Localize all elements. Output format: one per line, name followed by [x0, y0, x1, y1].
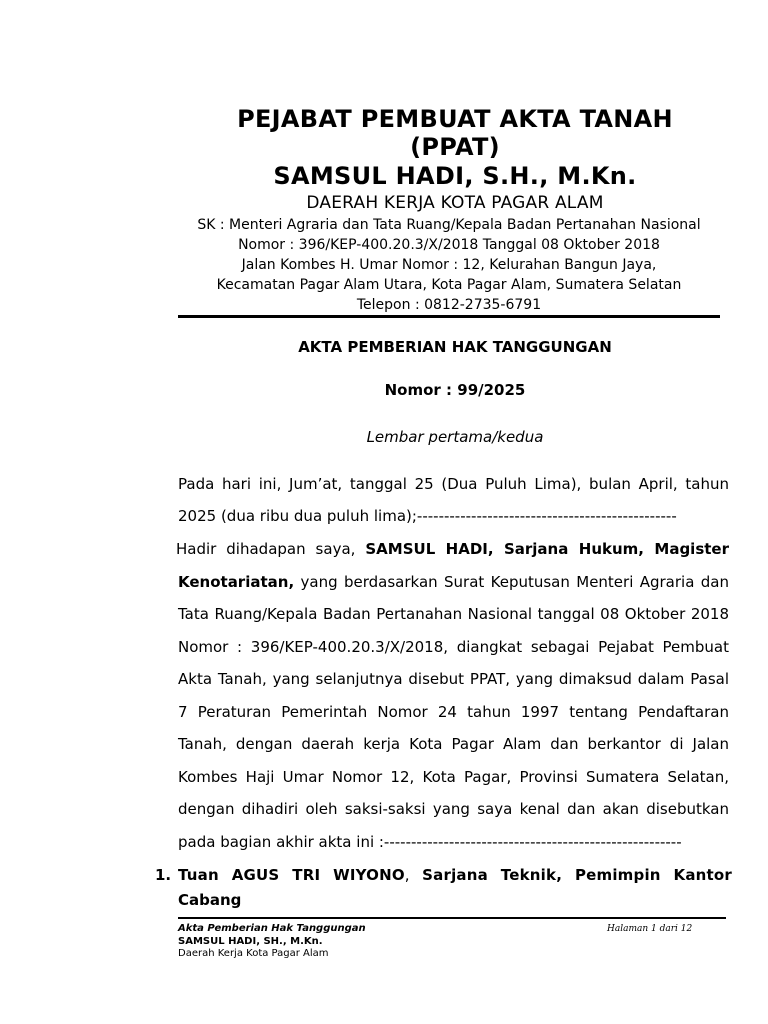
paragraph-line-4: Nomor : 396/KEP-400.20.3/X/2018, diangkat sebagai Pejabat Pembuat	[178, 638, 729, 656]
list-item-1-line-1	[178, 859, 732, 892]
header-divider	[178, 315, 720, 318]
header-phone: Telepon : 0812-2735-6791	[356, 297, 542, 313]
header-title: PEJABAT PEMBUAT AKTA TANAH	[237, 105, 673, 133]
paragraph-date-line-2: 2025 (dua ribu dua puluh lima);------------------------------------------------	[178, 507, 677, 525]
paragraph-line-5: Akta Tanah, yang selanjutnya disebut PPAT, yang dimaksud dalam Pasal	[178, 670, 729, 688]
paragraph-line-8: Kombes Haji Umar Nomor 12, Kota Pagar, Provinsi Sumatera Selatan,	[178, 768, 729, 786]
paragraph-date-line-1: Pada hari ini, Jum’at, tanggal 25 (Dua Puluh Lima), bulan April, tahun	[178, 475, 729, 493]
paragraph-line-6: 7 Peraturan Pemerintah Nomor 24 tahun 1997 tentang Pendaftaran	[178, 703, 729, 721]
footer-page-number: Halaman 1 dari 12	[607, 924, 693, 934]
list-item-1-line-2: Cabang	[178, 891, 242, 909]
footer-deed-title: Akta Pemberian Hak Tanggungan	[178, 923, 366, 934]
party-name: Tuan AGUS TRI WIYONO	[178, 866, 405, 884]
paragraph-line-3: Tata Ruang/Kepala Badan Pertanahan Nasional tanggal 08 Oktober 2018	[178, 605, 729, 623]
paragraph-presence-line-2	[178, 566, 729, 599]
party-title: Sarjana Teknik, Pemimpin Kantor	[422, 866, 733, 884]
presence-text: yang berdasarkan Surat Keputusan Menteri Agraria dan	[300, 573, 729, 591]
footer-region: Daerah Kerja Kota Pagar Alam	[178, 948, 329, 959]
header-name: SAMSUL HADI, S.H., M.Kn.	[273, 162, 637, 190]
footer-divider	[178, 917, 726, 919]
footer-ppat-name: SAMSUL HADI, SH., M.Kn.	[178, 936, 323, 947]
paragraph-line-9: dengan dihadiri oleh saksi-saksi yang saya kenal dan akan disebutkan	[178, 800, 729, 818]
list-item-number: 1.	[155, 866, 172, 884]
paragraph-line-10: pada bagian akhir akta ini :-------------------------------------------------------	[178, 833, 682, 851]
header-region: DAERAH KERJA KOTA PAGAR ALAM	[306, 193, 604, 213]
header-sk-number: Nomor : 396/KEP-400.20.3/X/2018 Tanggal 08 Oktober 2018	[238, 237, 660, 253]
paragraph-line-7: Tanah, dengan daerah kerja Kota Pagar Alam dan berkantor di Jalan	[178, 735, 729, 753]
deed-sheet: Lembar pertama/kedua	[366, 428, 544, 446]
paragraph-presence-line-1	[176, 533, 729, 566]
ppat-degree: Kenotariatan,	[178, 573, 295, 591]
presence-intro: Hadir dihadapan saya,	[176, 540, 356, 558]
deed-title: AKTA PEMBERIAN HAK TANGGUNGAN	[298, 338, 612, 356]
header-address-1: Jalan Kombes H. Umar Nomor : 12, Kelurahan Bangun Jaya,	[241, 257, 657, 273]
header-subtitle: (PPAT)	[410, 133, 500, 161]
deed-number: Nomor : 99/2025	[384, 381, 526, 399]
party-separator: ,	[404, 866, 423, 884]
ppat-name: SAMSUL HADI, Sarjana Hukum, Magister	[365, 540, 729, 558]
header-sk: SK : Menteri Agraria dan Tata Ruang/Kepala Badan Pertanahan Nasional	[197, 217, 701, 233]
header-address-2: Kecamatan Pagar Alam Utara, Kota Pagar Alam, Sumatera Selatan	[216, 277, 682, 293]
